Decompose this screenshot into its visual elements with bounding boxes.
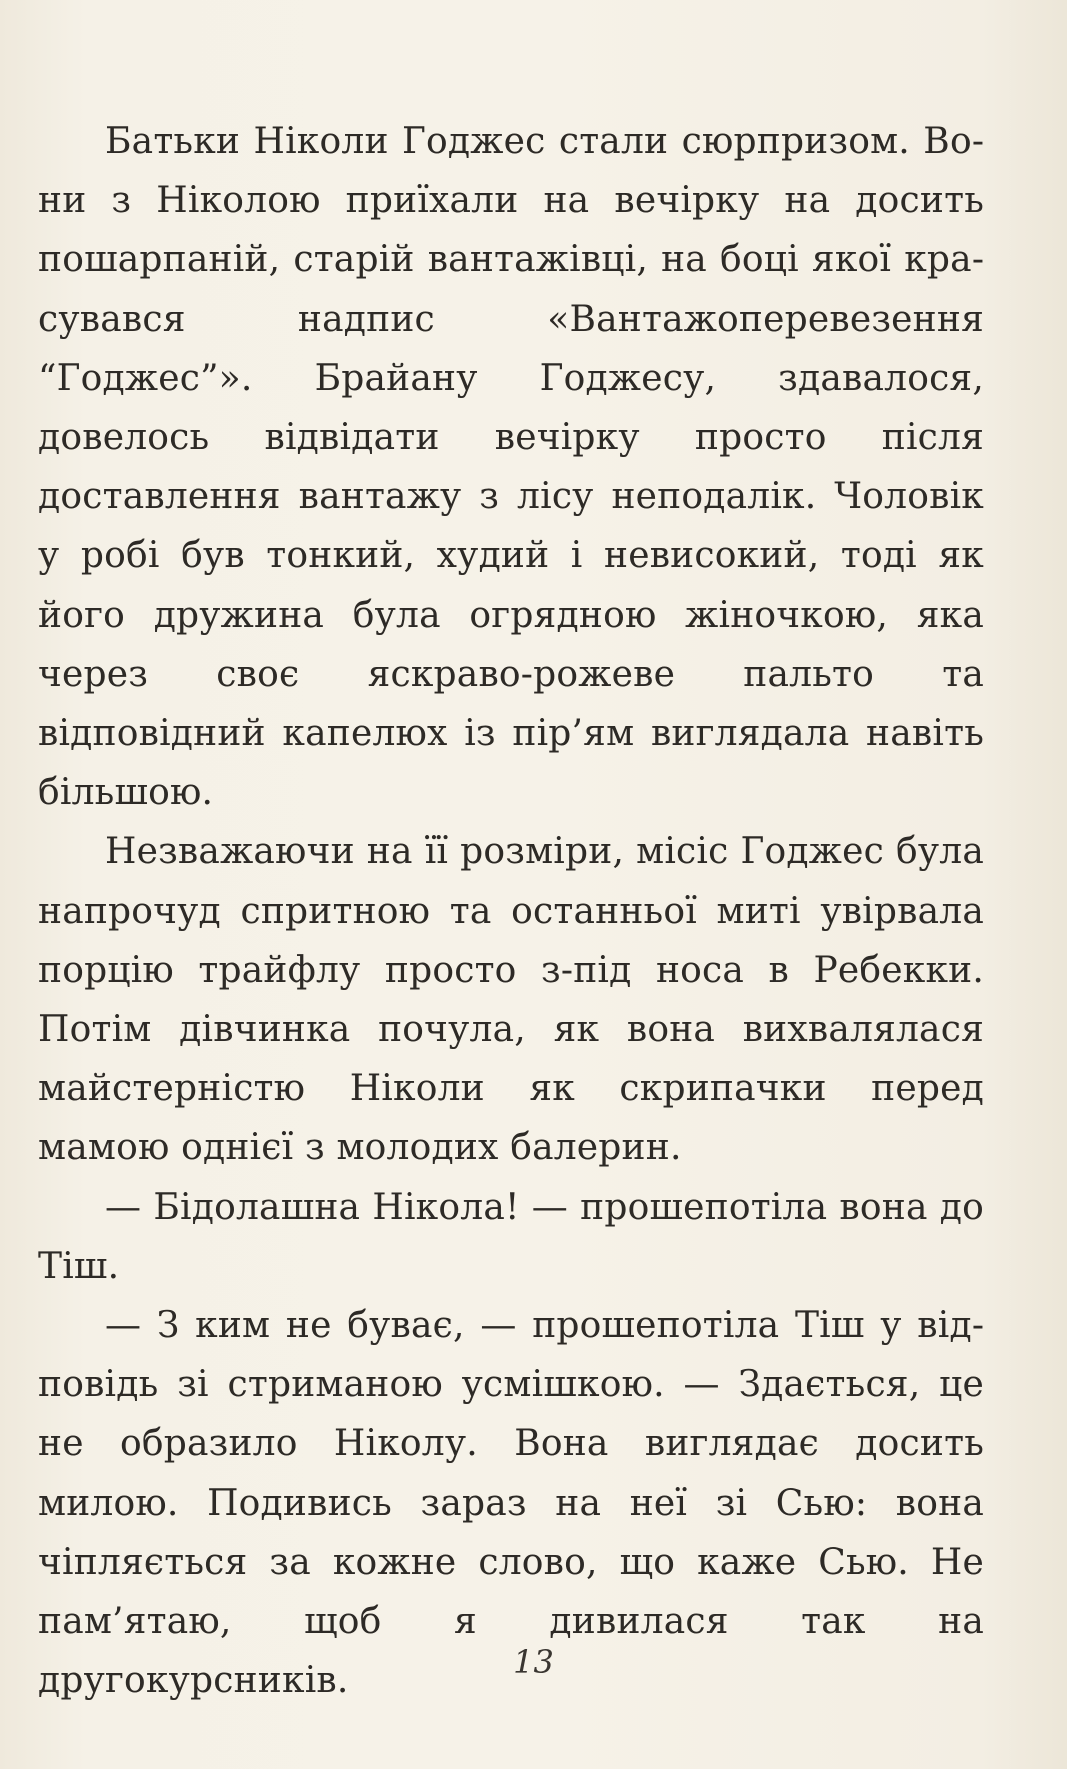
paragraph-2: Незважаючи на її розміри, місіс Годжес була напрочуд спритною та останньої миті увірвала порцію трайфлу просто з-під носа в Ребекки. Потім дівчинка почула, як вона вихвалялася майстерністю Ніколи як скрипачки перед мамою однієї з молодих балерин. (38, 831, 984, 1169)
paragraph-3: — Бідолашна Нікола! — прошепотіла вона до Тіш. (38, 1186, 984, 1287)
paragraph-1: Батьки Ніколи Годжес стали сюрпризом. Вони з Ніколою приїхали на вечірку на досить пошарпаній, старій вантажівці, на боці якої красувався надпис «Вантажоперевезення “Годжес”». Брайану Годжесу, здавалося, довелось відвідати вечірку просто після доставлення вантажу з лісу неподалік. Чоловік у робі був тонкий, худий і невисокий, тоді як його дружина була огрядною жіночкою, яка через своє яскраво-рожеве пальто та відповідний капелюх із пір’ям виглядала навіть більшою. (38, 121, 984, 814)
page-number: 13 (513, 1643, 554, 1681)
body-text (38, 112, 984, 1710)
paragraph-4: — З ким не буває, — прошепотіла Тіш у відповідь зі стриманою усмішкою. — Здається, це не образило Ніколу. Вона виглядає досить милою. Подивись зараз на неї зі Сью: вона чіпляється за кожне слово, що каже Сью. Не пам’ятаю, щоб я дивилася так на другокурсників. (38, 1305, 984, 1702)
